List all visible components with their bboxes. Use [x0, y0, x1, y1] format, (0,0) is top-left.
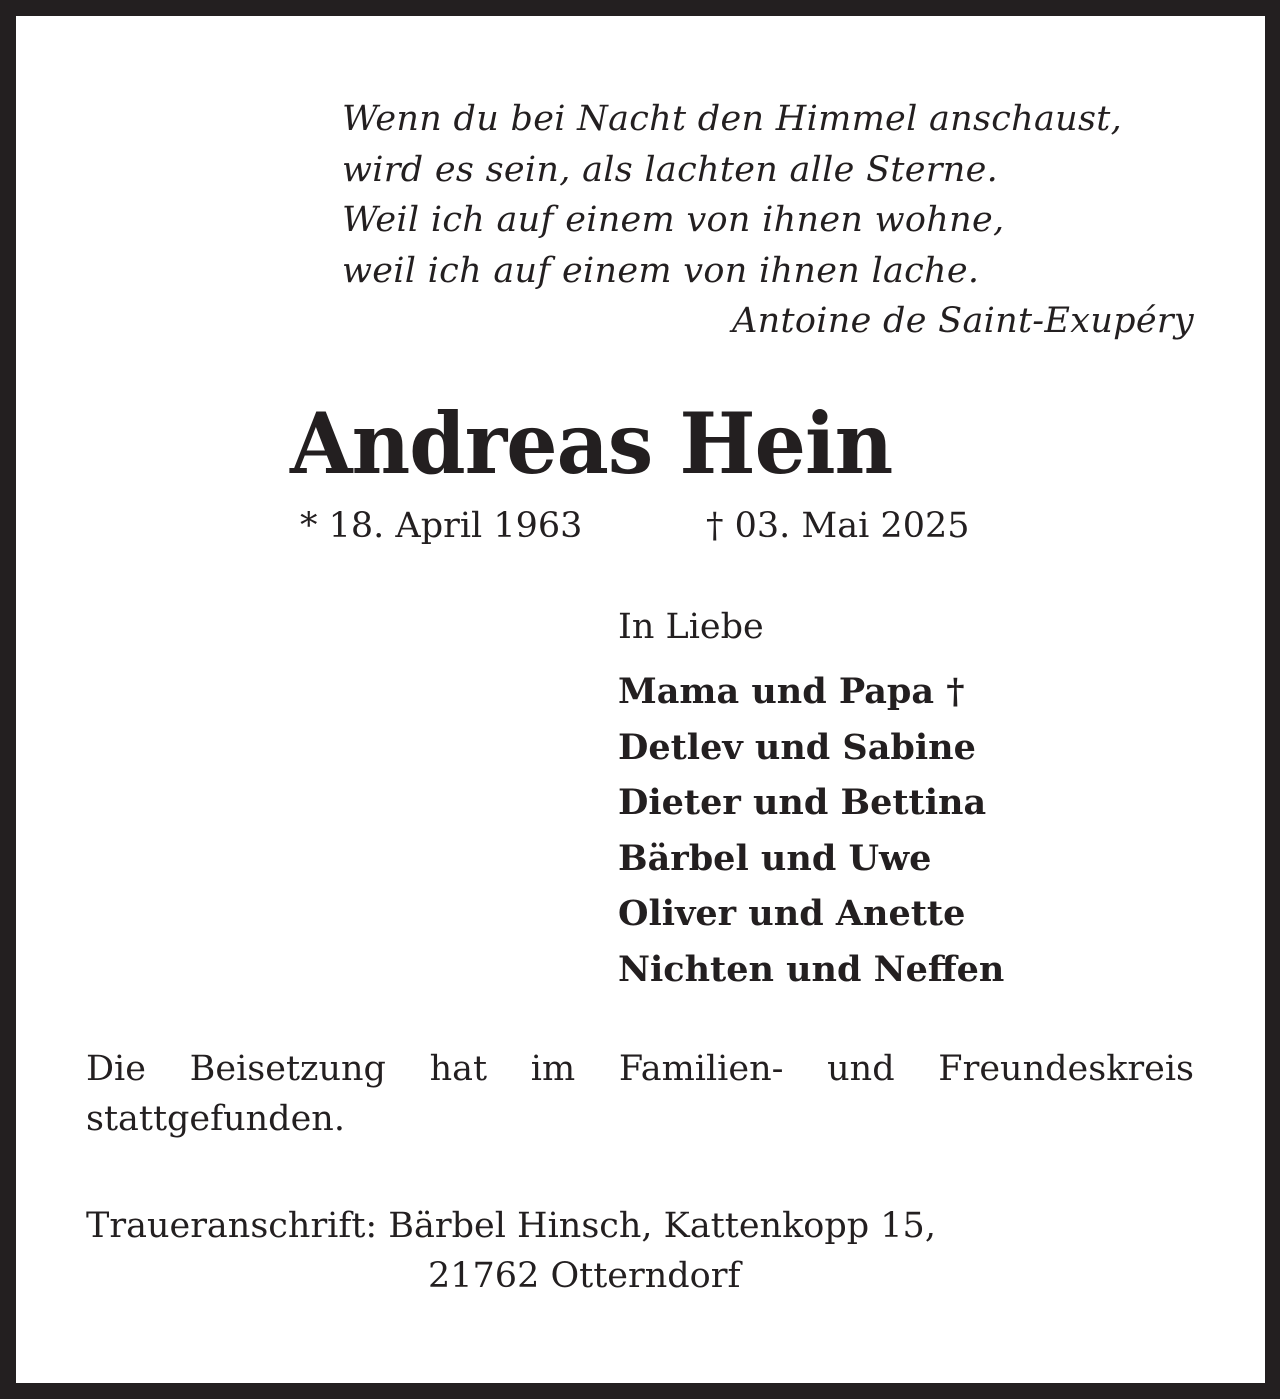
- burial-note: Die Beisetzung hat im Familien- und Freundeskreis stattgefunden.: [86, 1049, 1194, 1139]
- condolence-address: [86, 1201, 936, 1301]
- birth-date: * 18. April 1963: [300, 506, 583, 546]
- quote-line-4: weil ich auf einem von ihnen lache.: [342, 250, 980, 291]
- address-line-2: 21762 Otterndorf: [428, 1256, 741, 1296]
- quote-line-1: Wenn du bei Nacht den Himmel anschaust,: [342, 99, 1123, 139]
- mourners-list: [618, 604, 1004, 997]
- mourner-entry: Dieter und Bettina: [618, 782, 987, 823]
- mourner-entry: Bärbel und Uwe: [618, 837, 932, 879]
- quote-line-2: wird es sein, als lachten alle Sterne.: [342, 149, 999, 190]
- address-line-1: Traueranschrift: Bärbel Hinsch, Kattenkopp 15,: [86, 1206, 936, 1246]
- obituary-notice: [16, 16, 1265, 1383]
- deceased-name: Andreas Hein: [290, 394, 893, 493]
- mourner-entry: Nichten und Neffen: [618, 948, 1005, 990]
- mourner-entry: Mama und Papa †: [618, 671, 965, 712]
- mourner-entry: Oliver und Anette: [618, 893, 966, 934]
- mourner-entry: Detlev und Sabine: [618, 726, 976, 768]
- poem-quote: [342, 94, 1194, 347]
- death-date: † 03. Mai 2025: [706, 506, 970, 546]
- mourners-intro: In Liebe: [618, 607, 764, 647]
- quote-author: Antoine de Saint-Exupéry: [732, 301, 1194, 341]
- quote-line-3: Weil ich auf einem von ihnen wohne,: [342, 200, 1005, 240]
